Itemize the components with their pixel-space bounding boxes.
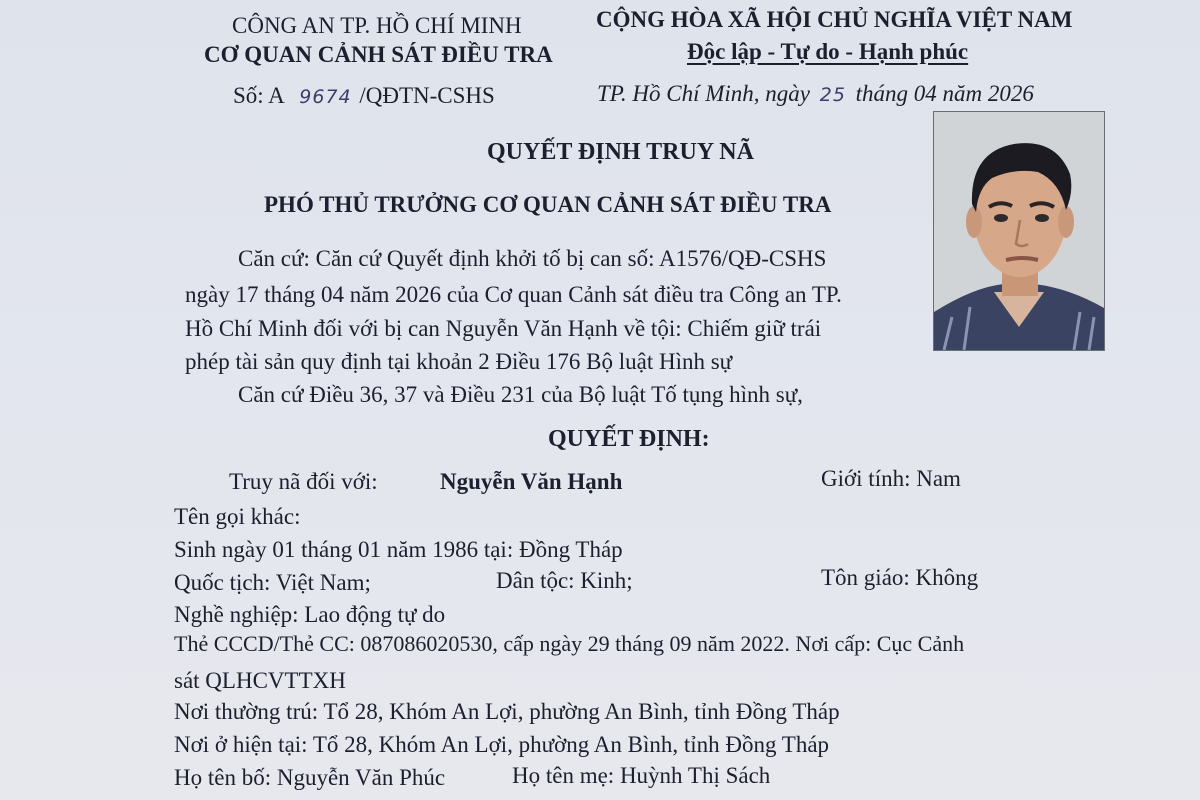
birth-info: Sinh ngày 01 tháng 01 năm 1986 tại: Đồng Tháp: [174, 537, 623, 562]
country-name: CỘNG HÒA XÃ HỘI CHỦ NGHĨA VIỆT NAM: [596, 7, 1073, 32]
mother-name: Họ tên mẹ: Huỳnh Thị Sách: [512, 763, 771, 788]
alias: Tên gọi khác:: [174, 504, 301, 529]
permanent-address: Nơi thường trú: Tổ 28, Khóm An Lợi, phường An Bình, tỉnh Đồng Tháp: [174, 699, 840, 724]
basis-line-2: ngày 17 tháng 04 năm 2026 của Cơ quan Cảnh sát điều tra Công an TP.: [185, 282, 842, 307]
motto: Độc lập - Tự do - Hạnh phúc: [687, 39, 969, 64]
suspect-name: Nguyễn Văn Hạnh: [440, 469, 623, 494]
father-name: Họ tên bố: Nguyễn Văn Phúc: [174, 765, 446, 790]
religion: Tôn giáo: Không: [821, 565, 979, 590]
gender: Giới tính: Nam: [821, 466, 961, 491]
basis-line-5: Căn cứ Điều 36, 37 và Điều 231 của Bộ luật Tố tụng hình sự,: [238, 382, 803, 407]
place-date: [597, 82, 1034, 105]
portrait-photo-icon: [934, 112, 1104, 350]
number-prefix: Số: A: [233, 83, 284, 108]
basis-line-1: Căn cứ: Căn cứ Quyết định khởi tố bị can số: A1576/QĐ-CSHS: [238, 246, 827, 271]
id-card-line-2: sát QLHCVTTXH: [174, 668, 346, 693]
handwritten-number: 9674: [299, 86, 352, 108]
issuer-title: PHÓ THỦ TRƯỞNG CƠ QUAN CẢNH SÁT ĐIỀU TRA: [264, 192, 832, 217]
current-address: Nơi ở hiện tại: Tổ 28, Khóm An Lợi, phường An Bình, tỉnh Đồng Tháp: [174, 732, 830, 757]
ethnicity: Dân tộc: Kinh;: [496, 568, 633, 593]
occupation: Nghề nghiệp: Lao động tự do: [174, 602, 446, 627]
suspect-photo: [933, 111, 1105, 351]
document-title: QUYẾT ĐỊNH TRUY NÃ: [487, 139, 754, 165]
basis-line-4: phép tài sản quy định tại khoản 2 Điều 176 Bộ luật Hình sự: [185, 349, 733, 374]
number-suffix: /QĐTN-CSHS: [359, 83, 495, 108]
department-name: CƠ QUAN CẢNH SÁT ĐIỀU TRA: [204, 42, 553, 67]
id-card-line-1: Thẻ CCCD/Thẻ CC: 087086020530, cấp ngày 29 tháng 09 năm 2022. Nơi cấp: Cục Cảnh: [174, 631, 965, 656]
wanted-label: Truy nã đối với:: [229, 469, 378, 494]
agency-name: CÔNG AN TP. HỒ CHÍ MINH: [232, 13, 522, 38]
date-prefix: TP. Hồ Chí Minh, ngày: [597, 81, 810, 106]
decision-heading: QUYẾT ĐỊNH:: [548, 426, 710, 452]
nationality: Quốc tịch: Việt Nam;: [174, 570, 371, 595]
basis-line-3: Hồ Chí Minh đối với bị can Nguyễn Văn Hạnh về tội: Chiếm giữ trái: [185, 316, 822, 341]
document-number: [233, 84, 495, 107]
date-suffix: tháng 04 năm 2026: [855, 81, 1034, 106]
handwritten-day: 25: [819, 84, 846, 106]
